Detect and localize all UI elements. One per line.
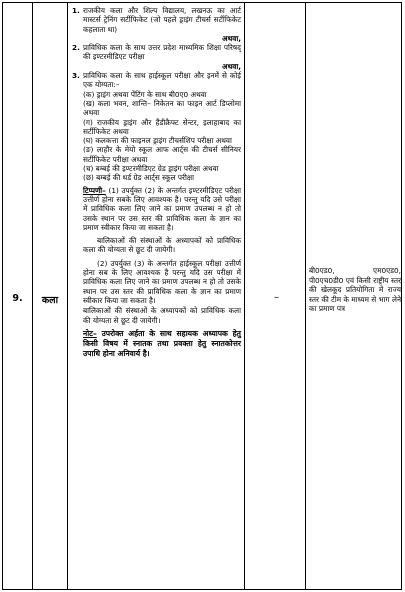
option-ga: (ग) राजकीय ड्राइंग और हैंडीक्रैफ्ट सेन्टर, इलाहाबाद का सर्टीफिकेट अथवा xyxy=(83,117,241,136)
option-chha: (छ) बम्बई की थर्ड ग्रेड आर्ट्स स्कूल परीक्षा xyxy=(83,173,195,183)
final-note-text: उपरोक्त अर्हता के साथ सहायक अध्यापक हेतु किसी विषय में स्नातक तथा प्रवक्ता हेतु स्नातकोत्तर उपाधि होना अनिवार्य है। xyxy=(83,328,241,358)
option-ka: (क) ड्राइंग अथवा पेंटिंग के साथ बी0ए0 अथवा xyxy=(83,89,207,99)
note-1 xyxy=(83,186,241,232)
certificate-requirements: बी0एड0, एम0एड0, पी0एच0डी0 एवं किसी राष्ट्रीय स्तर की खेलकूद प्रतियोगिता में राज्य स्तर की टीम के माध्यम से भाग लेने का प्रमाण पत्र xyxy=(309,266,401,314)
empty-cell-dash: – xyxy=(274,292,279,303)
subject-name: कला xyxy=(41,295,59,306)
note-label: टिप्पणी– xyxy=(83,185,106,195)
item-suffix: अथवा, xyxy=(222,61,241,71)
item-number: 2. xyxy=(72,43,80,53)
qualification-table xyxy=(2,2,402,590)
final-note xyxy=(83,329,241,359)
qualification-cell xyxy=(72,6,241,359)
option-gha: (घ) कलकत्ता की फाइनल ड्राइंग टीचर्सशिप परीक्षा अथवा xyxy=(83,136,232,146)
note-para-4: बालिकाओं की संस्थाओं के अध्यापकों को प्राविधिक कला की योग्यता से छूट दी जायेगी। xyxy=(83,306,241,325)
item-text: राजकीय कला और शिल्प विद्यालय, लखनऊ का आर्ट मास्टर्स ट्रेनिंग सर्टीफिकेट (जो पहले ड्राइंग टीचर्स सर्टीफिकेट कहलाता था) xyxy=(83,6,241,34)
option-nga: (ङ) लाहौर के मेयो स्कूल आफ आर्ट्स की टीचर्स सीनियर सर्टीफिकेट परीक्षा अथवा xyxy=(83,145,241,164)
note-text: (1) उपर्युक्त (2) के अन्तर्गत इण्टरमीडिएट परीक्षा उत्तीर्ण होना सबके लिए आवश्यक है। परन्तु यदि उसे परीक्षा में प्राविधिक कला लिए जाने का प्रमाण उपलब्ध न हो तो उसके स्थान पर उस स्तर की प्राविधिक कला के ज्ञान का प्रमाण स्वीकार किया जा सकता है। xyxy=(83,185,242,232)
option-cha: (च) बम्बई की इण्टरमीडिएट ग्रेड ड्राइंग परीक्षा अथवा xyxy=(83,164,219,174)
row-number: 9. xyxy=(12,293,23,304)
column-divider xyxy=(244,3,245,589)
note-para-3: (2) उपर्युक्त (3) के अन्तर्गत हाईस्कूल परीक्षा उत्तीर्ण होना सब के लिए आवश्यक है परन्तु यदि उस परीक्षा में प्राविधिक कला लिए जाने का प्रमाण उपलब्ध न हो तो उसके स्थान पर उस स्तर की प्राविधिक कला के ज्ञान का प्रमाण स्वीकार किया जा सकता है। xyxy=(83,258,241,305)
qualification-item-2 xyxy=(72,43,241,71)
item-number: 1. xyxy=(72,6,80,15)
option-kha: (ख) कला भवन, शान्ति– निकेतन का फाइन आर्ट डिप्लोमा अथवा xyxy=(83,98,241,118)
final-note-label: नोट– xyxy=(83,328,97,338)
item-suffix: अथवा, xyxy=(222,33,241,43)
qualification-item-3 xyxy=(72,71,241,359)
item-text: प्राविधिक कला के साथ उत्तर प्रदेश माध्यमिक शिक्षा परिषद् की इण्टरमीडिएट परीक्षा xyxy=(83,43,241,62)
column-divider xyxy=(305,3,306,589)
item-text: प्राविधिक कला के साथ हाईस्कूल परीक्षा और इनमें से कोई एक योग्यता:– xyxy=(83,71,241,90)
column-divider xyxy=(67,3,68,589)
note-para-2: बालिकाओं की संस्थाओं के अध्यापकों को प्राविधिक कला की योग्यता से छूट दी जायेगी। xyxy=(83,236,241,255)
item-number: 3. xyxy=(72,71,80,81)
qualification-item-1 xyxy=(72,6,241,43)
